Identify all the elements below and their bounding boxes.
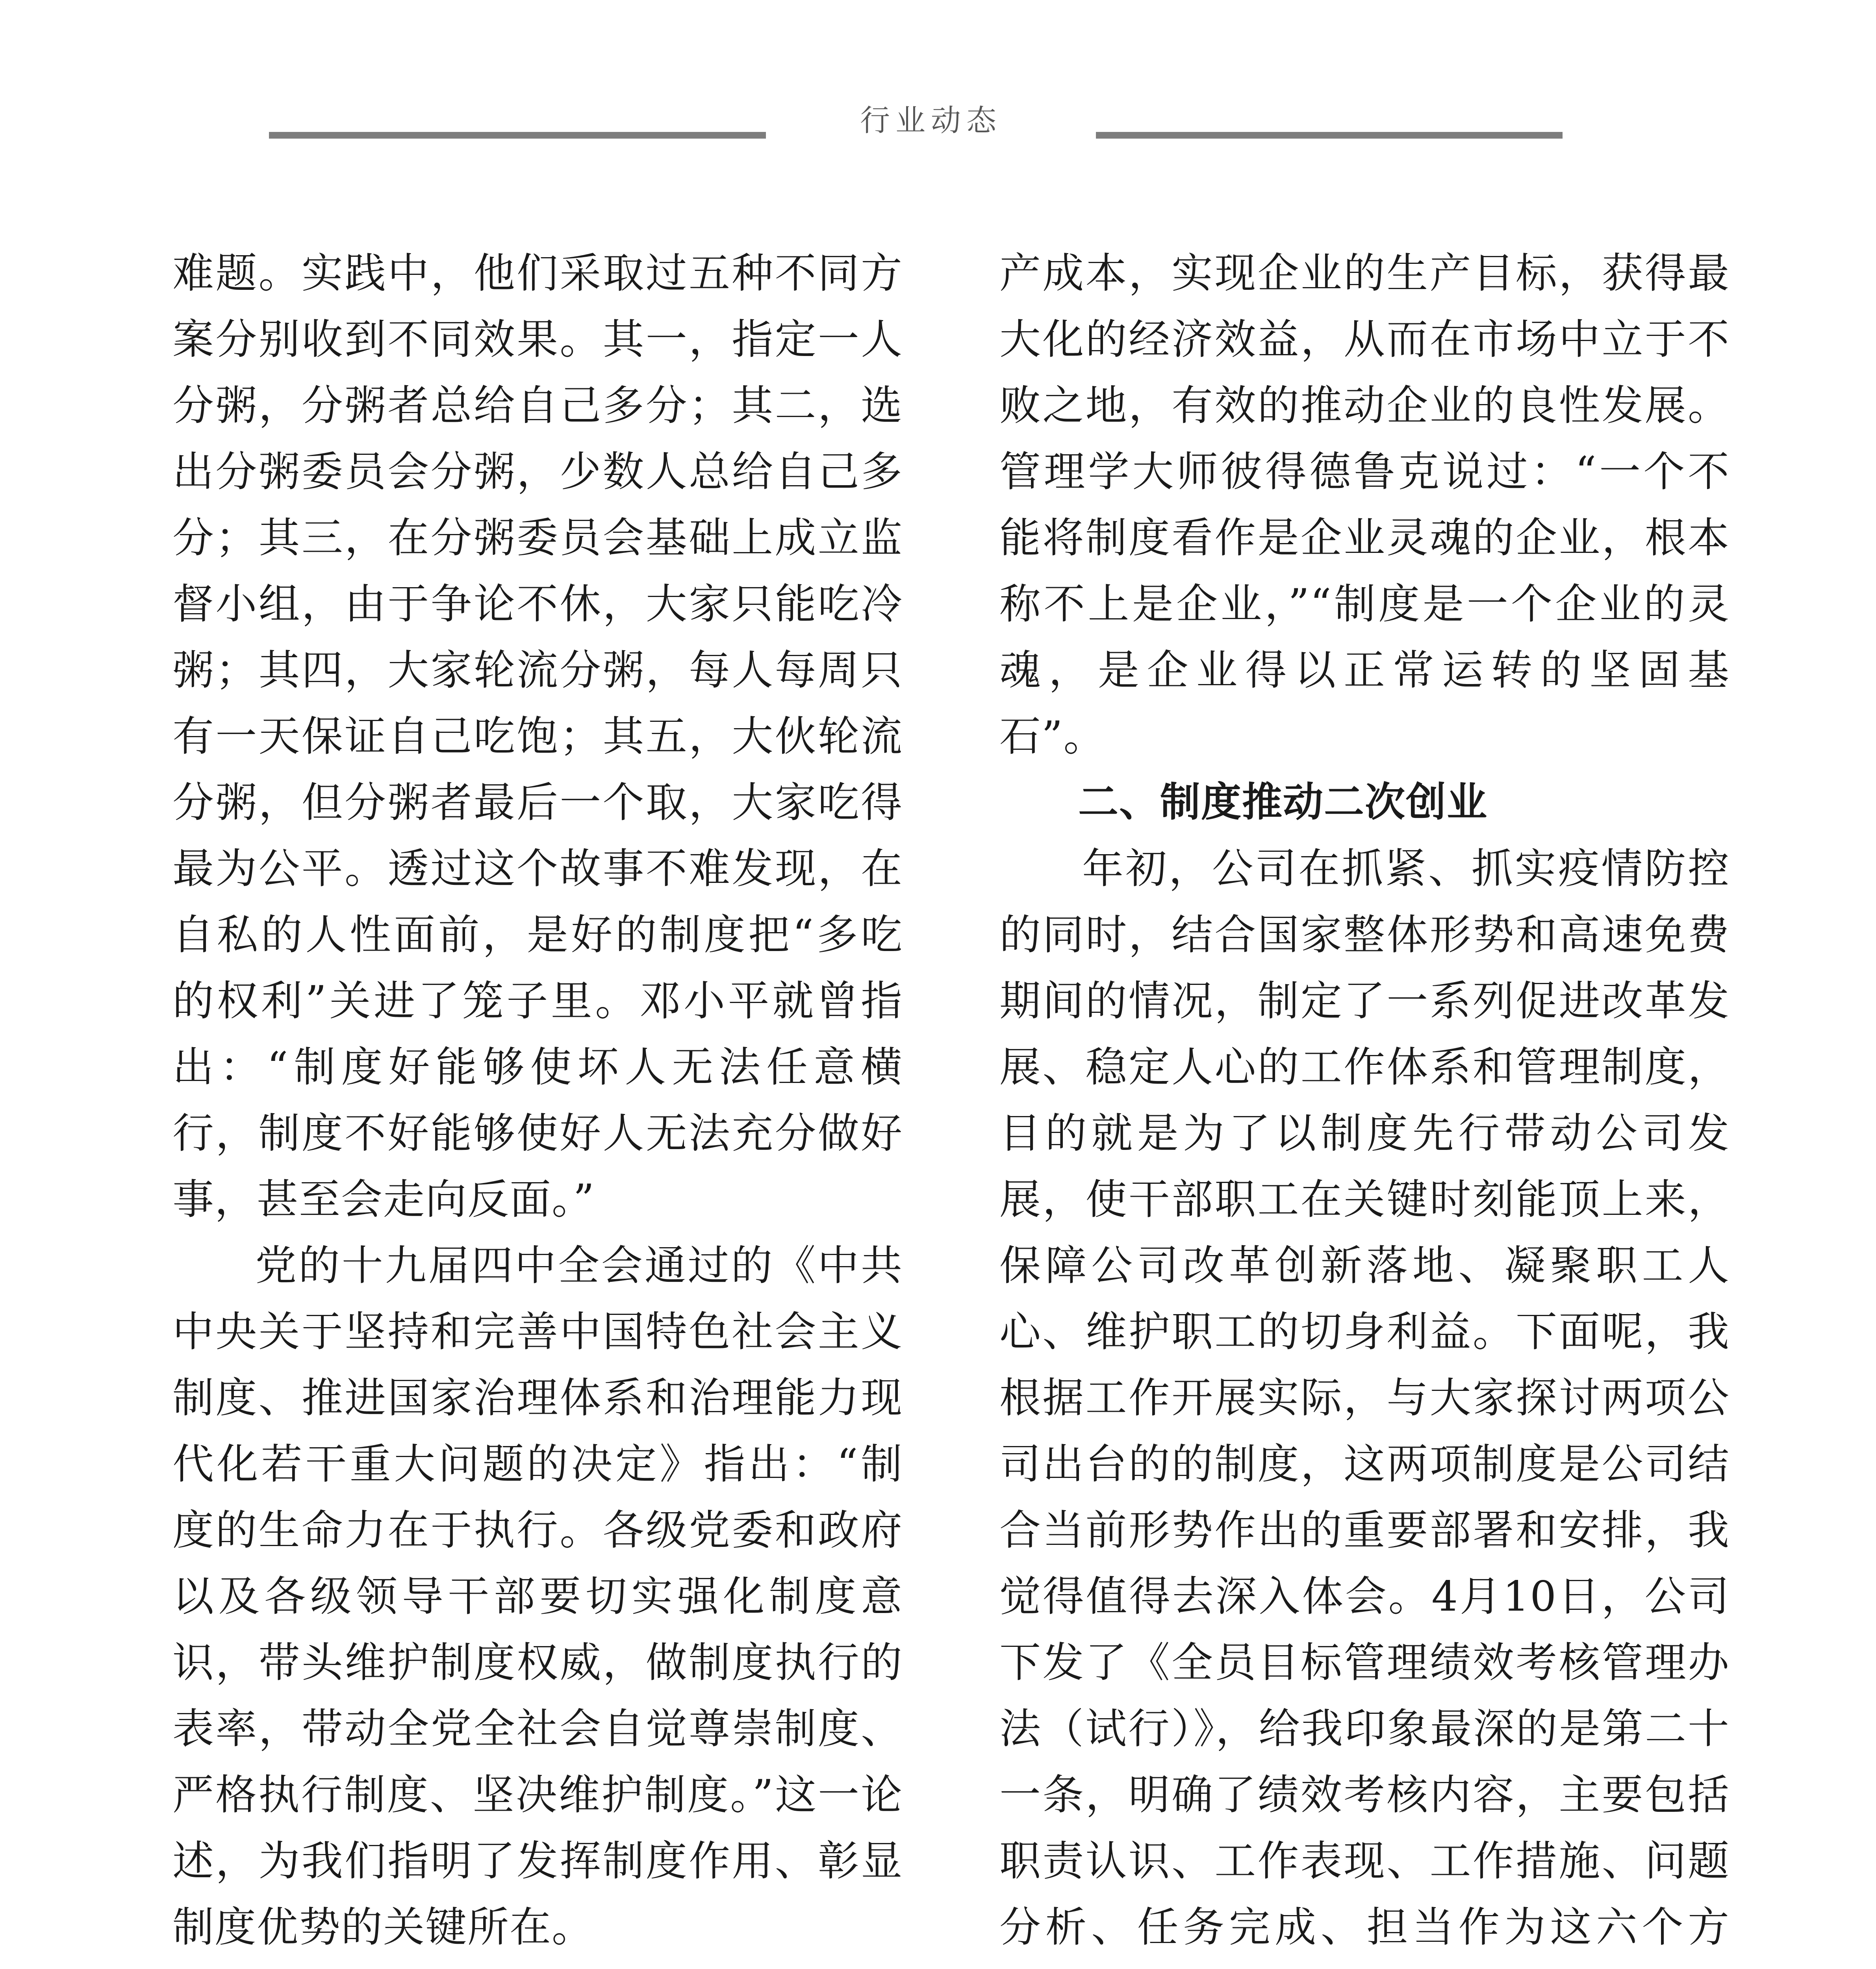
paragraph: 难题。实践中，他们采取过五种不同方案分别收到不同效果。其一，指定一人分粥，分粥者总给自己多分；其二，选出分粥委员会分粥，少数人总给自己多分；其三，在分粥委员会基础上成立监督小组，由于争论不休，大家只能吃冷粥；其四，大家轮流分粥，每人每周只有一天保证自己吃饱；其五，大伙轮流分粥，但分粥者最后一个取，大家吃得最为公平。透过这个故事不难发现，在自私的人性面前，是好的制度把“多吃的权利”关进了笼子里。邓小平就曾指出：“制度好能够使坏人无法任意横行，制度不好能够使好人无法充分做好事，甚至会走向反面。” [172,249,903,1224]
paragraph [172,1960,903,1969]
paragraph: 年初，公司在抓紧、抓实疫情防控的同时，结合国家整体形势和高速免费期间的情况，制定了一系列促进改革发展、稳定人心的工作体系和管理制度，目的就是为了以制度先行带动公司发展，使干部职工在关键时刻能顶上来，保障公司改革创新落地、凝聚职工人心、维护职工的切身利益。下面呢，我根据工作开展实际，与大家探讨两项公司出台的的制度，这两项制度是公司结合当前形势作出的重要部署和安排，我觉得值得去深入体会。4月10日，公司下发了《全员目标管理绩效考核管理办法（试行）》，给我印象最深的是第二十一条，明确了绩效考核内容，主要包括职责认识、工作表现、工作措施、问题分析、任务完成、担当作为这六个方 [999,845,1730,1951]
paragraph: 党的十九届四中全会通过的《中共中央关于坚持和完善中国特色社会主义制度、推进国家治理体系和治理能力现代化若干重大问题的决定》指出：“制度的生命力在于执行。各级党委和政府以及各级领导干部要切实强化制度意识，带头维护制度权威，做制度执行的表率，带动全党全社会自觉尊崇制度、严格执行制度、坚决维护制度。”这一论述，为我们指明了发挥制度作用、彰显制度优势的关键所在。 [172,1242,903,1951]
paragraph: 产成本，实现企业的生产目标，获得最大化的经济效益，从而在市场中立于不败之地，有效的推动企业的良性发展。管理学大师彼得德鲁克说过：“一个不能将制度看作是企业灵魂的企业，根本称不上是企业，”“制度是一个企业的灵魂，是企业得以正常运转的坚固基石”。 [999,249,1730,760]
section-label: 行业动态 [860,103,1002,138]
header-rule-left [269,132,766,139]
left-column [172,240,903,1969]
header-rule-right [1096,132,1563,139]
section-heading: 二、制度推动二次创业 [1078,779,1488,826]
right-column [999,240,1730,1969]
